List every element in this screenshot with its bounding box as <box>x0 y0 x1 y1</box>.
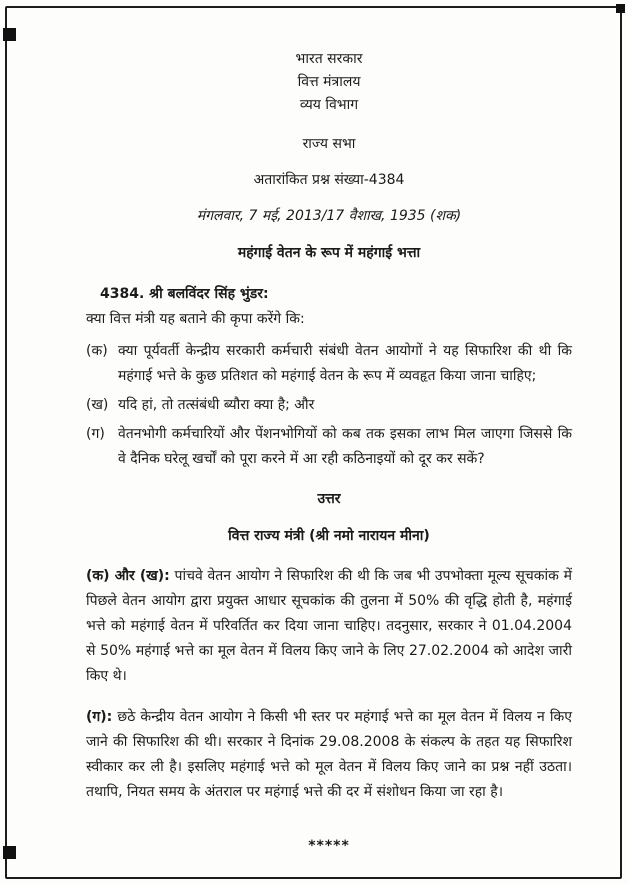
end-stars: ***** <box>308 838 350 854</box>
question-item-kha <box>86 393 572 418</box>
answer-para-ka-kha <box>86 564 572 689</box>
question-item-ga <box>86 422 572 472</box>
question-number-line: अतारांकित प्रश्न संख्या-4384 <box>253 172 405 188</box>
house-name: राज्य सभा <box>302 136 356 152</box>
header-ministry: वित्त मंत्रालय <box>297 74 361 90</box>
date-line: मंगलवार, 7 मई, 2013/17 वैशाख, 1935 (शक) <box>196 208 462 224</box>
question-label-ka: (क) <box>86 343 108 359</box>
question-label-kha: (ख) <box>86 397 109 413</box>
asker-line: 4384. श्री बलविंदर सिंह भुंडर: <box>100 286 269 302</box>
answer-text-ga: छठे केन्द्रीय वेतन आयोग ने किसी भी स्तर पर महंगाई भत्ते का मूल वेतन में विलय न किए जाने की सिफारिश की थी। सरकार ने दिनांक 29.08.2008 के संकल्प के तहत यह सिफारिश स्वीकार कर ली है। इसलिए महंगाई भत्ते को मूल वेतन में विलय किए जाने का प्रश्न नहीं उठता। तथापि, नियत समय के अंतराल पर महंगाई भत्ते की दर में संशोधन किया जा रहा है। <box>86 709 572 800</box>
header-government: भारत सरकार <box>295 51 363 67</box>
question-list <box>86 339 572 472</box>
question-text-kha: यदि हां, तो तत्संबंधी ब्यौरा क्या है; और <box>118 397 315 413</box>
header-department: व्यय विभाग <box>299 97 359 113</box>
answer-text-ka-kha: पांचवे वेतन आयोग ने सिफारिश की थी कि जब भी उपभोक्ता मूल्य सूचकांक में पिछले वेतन आयोग द्वारा प्रयुक्त आधार सूचकांक की तुलना में 50% की वृद्धि होती है, महंगाई भत्ते को महंगाई वेतन में परिवर्तित कर दिया जाना चाहिए। तदनुसार, सरकार ने 01.04.2004 से 50% महंगाई भत्ते का मूल वेतन में विलय किए जाने के लिए 27.02.2004 को आदेश जारी किए थे। <box>86 568 572 684</box>
answer-para-ga <box>86 705 572 805</box>
question-preamble: क्या वित्त मंत्री यह बताने की कृपा करेंगे कि: <box>86 311 305 327</box>
question-label-ga: (ग) <box>86 426 105 442</box>
answer-label-ka-kha: (क) और (ख): <box>86 568 170 584</box>
answer-label-ga: (ग): <box>86 709 113 725</box>
question-item-ka <box>86 339 572 389</box>
minister-line: वित्त राज्य मंत्री (श्री नमो नारायन मीना) <box>228 528 430 544</box>
question-text-ga: वेतनभोगी कर्मचारियों और पेंशनभोगियों को कब तक इसका लाभ मिल जाएगा जिससे कि वे दैनिक घरेलू खर्चों को पूरा करने में आ रही कठिनाइयों को दूर कर सकें? <box>118 426 572 467</box>
answer-heading: उत्तर <box>317 491 341 507</box>
subject-title: महंगाई वेतन के रूप में महंगाई भत्ता <box>237 245 421 261</box>
question-text-ka: क्या पूर्यवर्ती केन्द्रीय सरकारी कर्मचारी संबंधी वेतन आयोगों ने यह सिफारिश की थी कि महंगाई भत्ते के कुछ प्रतिशत को महंगाई वेतन के रूप में व्यवहृत किया जाना चाहिए; <box>118 343 572 384</box>
